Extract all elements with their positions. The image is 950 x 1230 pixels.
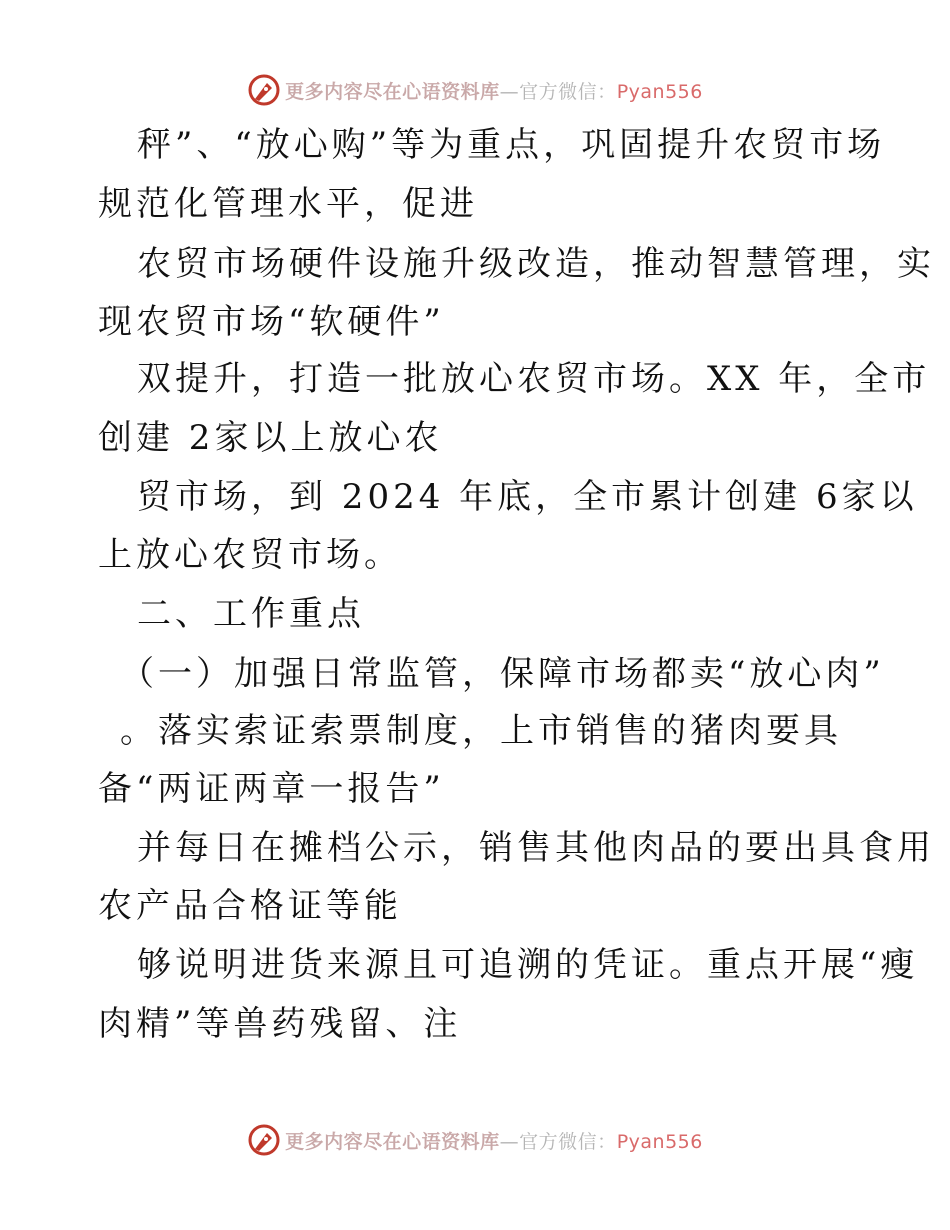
banner-text: [285, 1127, 703, 1154]
banner-wechat-id: Pyan556: [616, 1130, 703, 1153]
banner-wechat-label: 官方微信：: [519, 1130, 617, 1153]
body-line-4: 现农贸市场“软硬件”: [98, 302, 445, 342]
banner-main-text: 更多内容尽在心语资料库: [285, 80, 500, 103]
body-line-8: 上放心农贸市场。: [98, 535, 402, 575]
body-line-7: 贸市场，到 2024 年底，全市累计创建 6家以: [137, 477, 918, 517]
body-line-11: 。落实索证索票制度，上市销售的猪肉要具: [120, 711, 842, 751]
pen-nib-logo-icon: [247, 1123, 281, 1157]
body-line-6: 创建 2家以上放心农: [98, 418, 443, 458]
banner-wechat-id: Pyan556: [616, 80, 703, 103]
banner-dash: —: [499, 80, 520, 103]
body-line-16: 肉精”等兽药残留、注: [98, 1004, 462, 1044]
banner-dash: —: [499, 1130, 520, 1153]
pen-nib-logo-icon: [247, 73, 281, 107]
body-line-5: 双提升，打造一批放心农贸市场。XX 年，全市: [137, 359, 931, 399]
subsection-heading: （一）加强日常监管，保障市场都卖“放心肉”: [120, 654, 885, 694]
banner-main-text: 更多内容尽在心语资料库: [285, 1130, 500, 1153]
section-heading: 二、工作重点: [137, 594, 365, 634]
header-banner: [0, 70, 950, 110]
footer-banner: [0, 1120, 950, 1160]
banner-wechat-label: 官方微信：: [519, 80, 617, 103]
body-line-13: 并每日在摊档公示，销售其他肉品的要出具食用: [137, 828, 935, 868]
body-line-15: 够说明进货来源且可追溯的凭证。重点开展“瘦: [137, 945, 919, 985]
body-line-12: 备“两证两章一报告”: [98, 769, 445, 809]
body-line-14: 农产品合格证等能: [98, 886, 402, 926]
body-line-3: 农贸市场硬件设施升级改造，推动智慧管理，实: [137, 244, 935, 284]
body-line-2: 规范化管理水平，促进: [98, 184, 478, 224]
body-line-1: 秤”、“放心购”等为重点，巩固提升农贸市场: [137, 125, 886, 165]
banner-text: [285, 77, 703, 104]
